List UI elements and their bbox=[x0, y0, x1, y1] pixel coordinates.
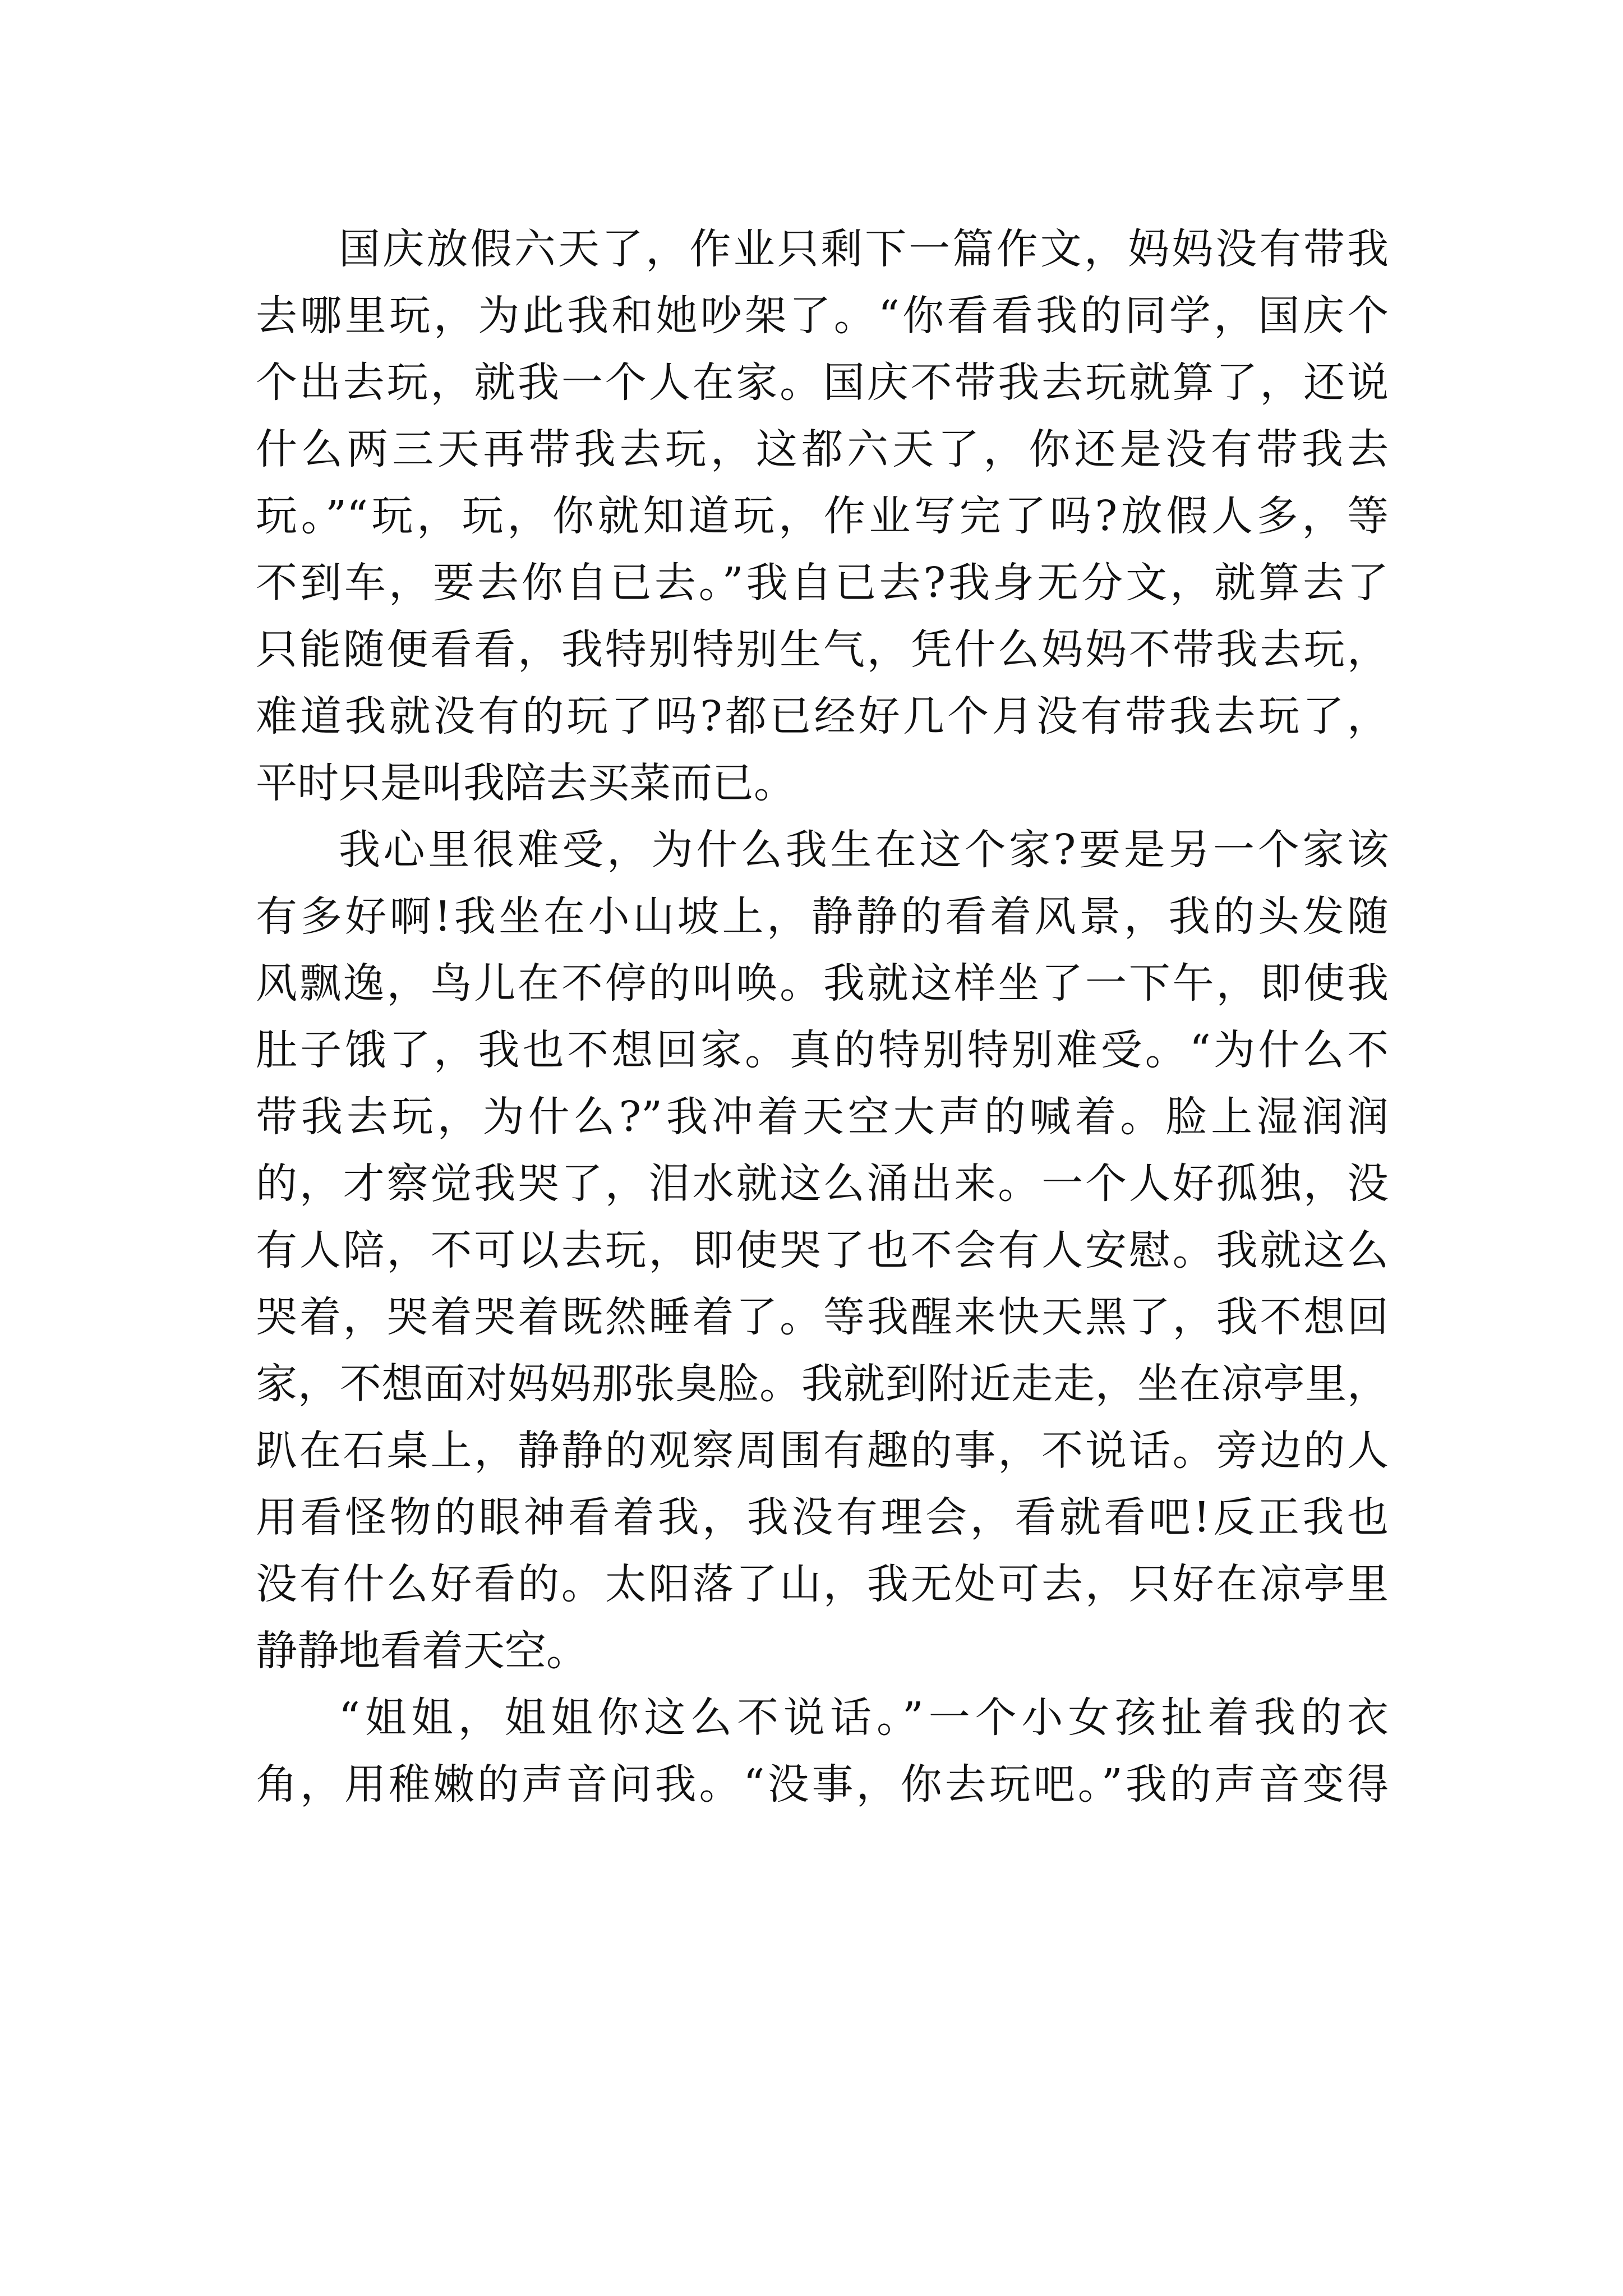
text-line: 风飘逸，鸟儿在不停的叫唤。我就这样坐了一下午，即使我 bbox=[256, 959, 1389, 1007]
text-line: 没有什么好看的。太阳落了山，我无处可去，只好在凉亭里 bbox=[256, 1560, 1389, 1608]
text-line: 不到车，要去你自已去。”我自已去?我身无分文，就算去了 bbox=[256, 559, 1389, 607]
text-line: 只能随便看看，我特别特别生气，凭什么妈妈不带我去玩， bbox=[256, 625, 1389, 674]
text-line: 用看怪物的眼神看着我，我没有理会，看就看吧!反正我也 bbox=[256, 1493, 1389, 1542]
text-line: 平时只是叫我陪去买菜而已。 bbox=[256, 759, 795, 807]
text-line: 肚子饿了，我也不想回家。真的特别特别难受。“为什么不 bbox=[256, 1026, 1389, 1074]
text-line: 什么两三天再带我去玩，这都六天了，你还是没有带我去 bbox=[256, 425, 1389, 473]
text-line: 有多好啊!我坐在小山坡上，静静的看着风景，我的头发随 bbox=[256, 892, 1389, 941]
text-line: 去哪里玩，为此我和她吵架了。“你看看我的同学，国庆个 bbox=[256, 292, 1389, 340]
text-line: 国庆放假六天了，作业只剩下一篇作文，妈妈没有带我 bbox=[339, 225, 1389, 273]
text-line: 家，不想面对妈妈那张臭脸。我就到附近走走，坐在凉亭里， bbox=[256, 1360, 1389, 1408]
text-line: 角，用稚嫩的声音问我。“没事，你去玩吧。”我的声音变得 bbox=[256, 1760, 1389, 1809]
text-line: 趴在石桌上，静静的观察周围有趣的事，不说话。旁边的人 bbox=[256, 1427, 1389, 1475]
text-line: 有人陪，不可以去玩，即使哭了也不会有人安慰。我就这么 bbox=[256, 1226, 1389, 1274]
paragraph-1 bbox=[256, 216, 1389, 817]
text-line: 的，才察觉我哭了，泪水就这么涌出来。一个人好孤独，没 bbox=[256, 1159, 1389, 1208]
text-line: “姐姐，姐姐你这么不说话。”一个小女孩扯着我的衣 bbox=[339, 1694, 1389, 1742]
paragraph-3 bbox=[256, 1685, 1389, 1818]
paragraph-2 bbox=[256, 817, 1389, 1685]
text-line: 玩。”“玩，玩，你就知道玩，作业写完了吗?放假人多，等 bbox=[256, 492, 1389, 540]
document-body bbox=[256, 216, 1389, 1818]
text-line: 带我去玩，为什么?”我冲着天空大声的喊着。脸上湿润润 bbox=[256, 1093, 1389, 1141]
text-line: 难道我就没有的玩了吗?都已经好几个月没有带我去玩了， bbox=[256, 692, 1389, 740]
text-line: 静静地看着天空。 bbox=[256, 1627, 588, 1675]
text-line: 个出去玩，就我一个人在家。国庆不带我去玩就算了，还说 bbox=[256, 358, 1389, 407]
text-line: 哭着，哭着哭着既然睡着了。等我醒来快天黑了，我不想回 bbox=[256, 1293, 1389, 1341]
text-line: 我心里很难受，为什么我生在这个家?要是另一个家该 bbox=[339, 826, 1389, 874]
